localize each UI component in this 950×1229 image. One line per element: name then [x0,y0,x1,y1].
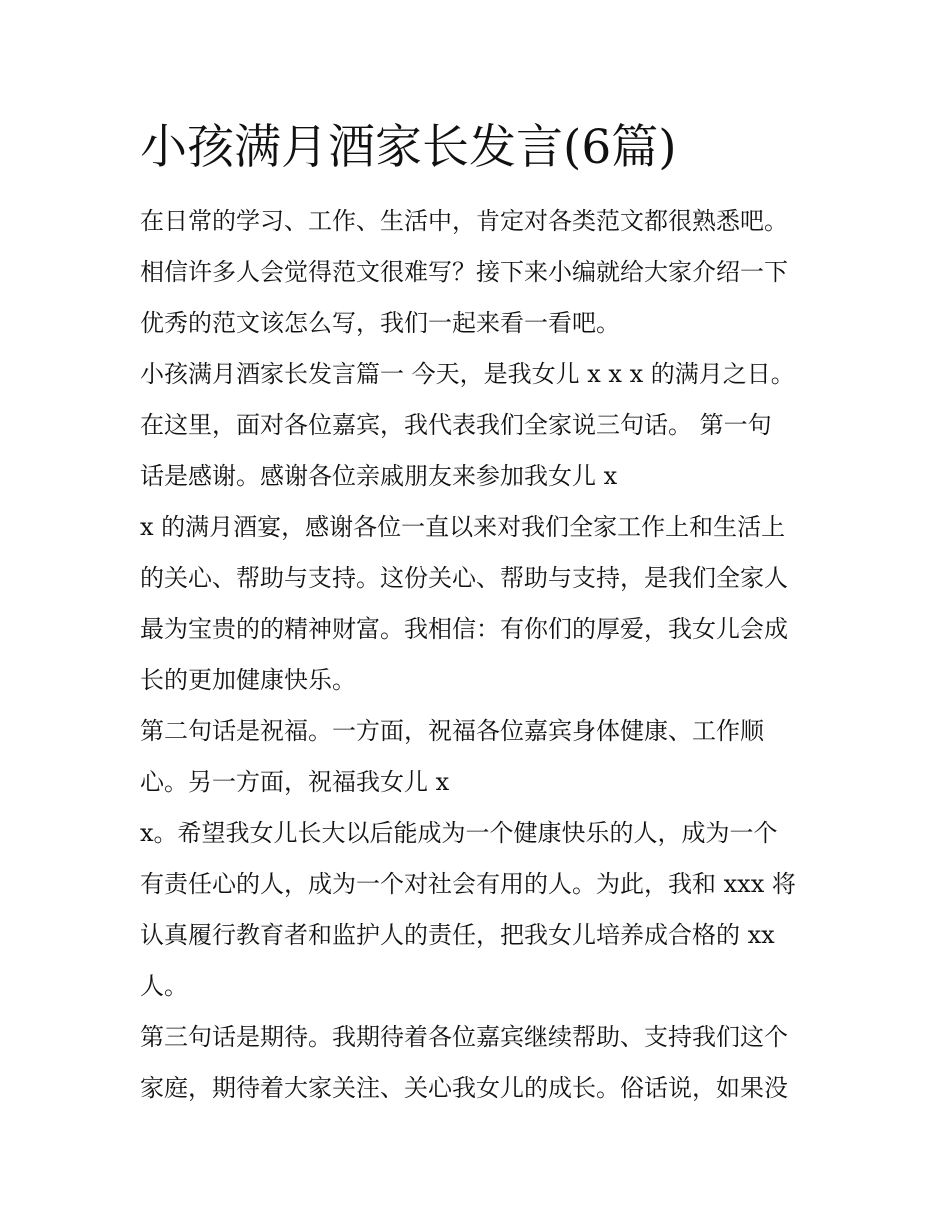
body-line: 家庭，期待着大家关注、关心我女儿的成长。俗话说，如果没 [140,1074,788,1102]
body-line: 相信许多人会觉得范文很难写？接下来小编就给大家介绍一下 [140,258,788,286]
body-line: 认真履行教育者和监护人的责任，把我女儿培养成合格的 xx [140,921,775,949]
body-line: 优秀的范文该怎么写，我们一起来看一看吧。 [140,309,620,337]
body-line: 有责任心的人，成为一个对社会有用的人。为此，我和 xxx 将 [140,870,796,898]
body-line: 最为宝贵的的精神财富。我相信：有你们的厚爱，我女儿会成 [140,615,788,643]
body-line: 第三句话是期待。我期待着各位嘉宾继续帮助、支持我们这个 [140,1023,788,1051]
body-line: x 的满月酒宴，感谢各位一直以来对我们全家工作上和生活上 [140,513,786,541]
body-line: x。希望我女儿长大以后能成为一个健康快乐的人，成为一个 [140,819,778,847]
body-line: 心。另一方面，祝福我女儿 x [140,768,450,796]
body-line: 小孩满月酒家长发言篇一 今天，是我女儿 x x x 的满月之日。 [140,360,795,388]
body-line: 在日常的学习、工作、生活中，肯定对各类范文都很熟悉吧。 [140,207,788,235]
body-line: 长的更加健康快乐。 [140,666,356,694]
document-body [140,196,830,1114]
body-line: 第二句话是祝福。一方面，祝福各位嘉宾身体健康、工作顺 [140,717,764,745]
body-line: 人。 [140,972,188,1000]
body-line: 在这里，面对各位嘉宾，我代表我们全家说三句话。 第一句 [140,411,772,439]
body-line: 话是感谢。感谢各位亲戚朋友来参加我女儿 x [140,462,618,490]
body-line: 的关心、帮助与支持。这份关心、帮助与支持，是我们全家人 [140,564,788,592]
document-title: 小孩满月酒家长发言(6篇) [140,120,677,175]
